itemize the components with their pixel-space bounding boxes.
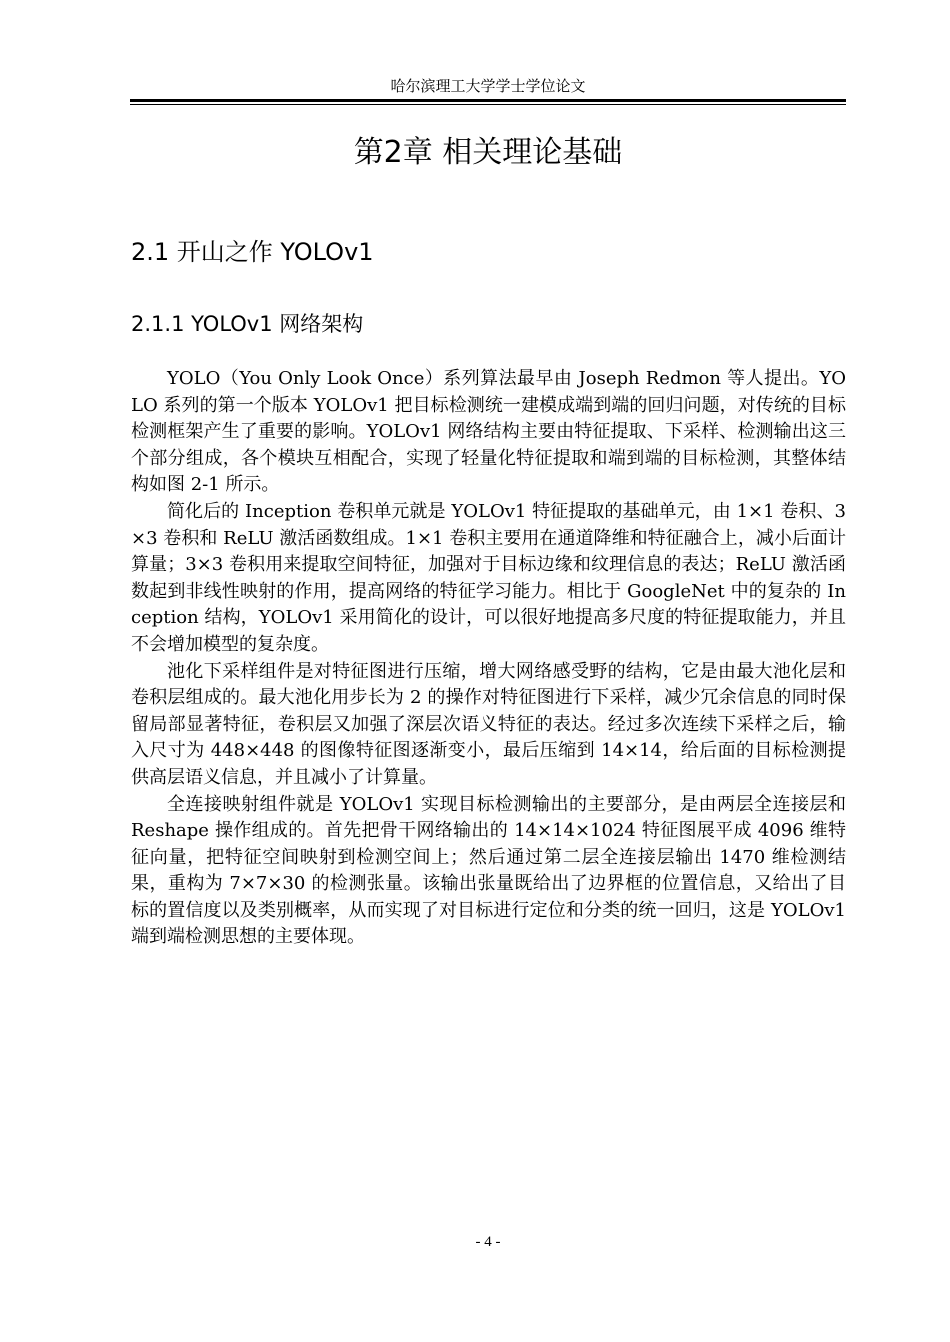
subsection-title: 2.1.1 YOLOv1 网络架构	[131, 312, 364, 336]
header-rule-thin	[130, 104, 846, 105]
header-rule-thick	[130, 99, 846, 102]
section-title: 2.1 开山之作 YOLOv1	[131, 238, 374, 266]
page-number: - 4 -	[475, 1234, 501, 1250]
paragraph: 池化下采样组件是对特征图进行压缩，增大网络感受野的结构，它是由最大池化层和卷积层组成的。最大池化用步长为 2 的操作对特征图进行下采样，减少冗余信息的同时保留局部显著特征，卷积层又加强了深层次语义特征的表达。经过多次连续下采样之后，输入尺寸为 448×448 的图像特征图逐渐变小，最后压缩到 14×14，给后面的目标检测提供高层语义信息，并且减小了计算量。	[131, 660, 846, 788]
chapter-title: 第2章 相关理论基础	[353, 135, 623, 170]
paragraph: 简化后的 Inception 卷积单元就是 YOLOv1 特征提取的基础单元，由 1×1 卷积、3×3 卷积和 ReLU 激活函数组成。1×1 卷积主要用在通道降维和特征融合上，减小后面计算量；3×3 卷积用来提取空间特征，加强对于目标边缘和纹理信息的表达；ReLU 激活函数起到非线性映射的作用，提高网络的特征学习能力。相比于 GoogleNet 中的复杂的 Inception 结构，YOLOv1 采用简化的设计，可以很好地提高多尺度的特征提取能力，并且不会增加模型的复杂度。	[131, 500, 846, 655]
paragraph: YOLO（You Only Look Once）系列算法最早由 Joseph Redmon 等人提出。YOLO 系列的第一个版本 YOLOv1 把目标检测统一建模成端到端的回归问题，对传统的目标检测框架产生了重要的影响。YOLOv1 网络结构主要由特征提取、下采样、检测输出这三个部分组成，各个模块互相配合，实现了轻量化特征提取和端到端的目标检测，其整体结构如图 2-1 所示。	[131, 368, 846, 496]
paragraph: 全连接映射组件就是 YOLOv1 实现目标检测输出的主要部分，是由两层全连接层和 Reshape 操作组成的。首先把骨干网络输出的 14×14×1024 特征图展平成 4096 维特征向量，把特征空间映射到检测空间上；然后通过第二层全连接层输出 1470 维检测结果，重构为 7×7×30 的检测张量。该输出张量既给出了边界框的位置信息，又给出了目标的置信度以及类别概率，从而实现了对目标进行定位和分类的统一回归，这是 YOLOv1 端到端检测思想的主要体现。	[131, 793, 846, 948]
body-text	[131, 366, 846, 951]
running-header: 哈尔滨理工大学学士学位论文	[390, 79, 586, 95]
